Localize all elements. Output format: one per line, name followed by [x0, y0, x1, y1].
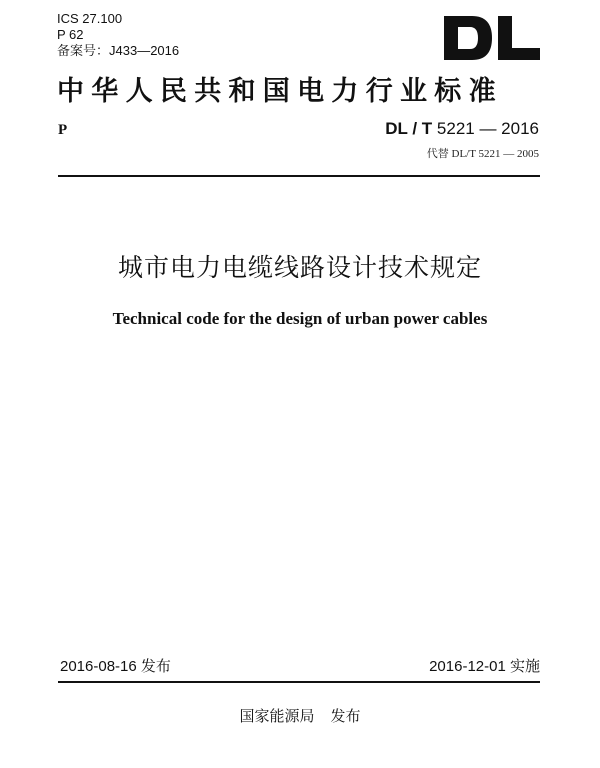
dl-logo — [442, 14, 542, 62]
implementation-date: 2016-12-01 实施 — [429, 658, 540, 675]
classification-code: P 62 — [57, 27, 84, 42]
issue-date: 2016-08-16 发布 — [60, 658, 171, 675]
standard-year-number: 5221 — 2016 — [436, 119, 539, 138]
bottom-divider — [58, 681, 540, 683]
publisher-action: 发布 — [330, 707, 361, 725]
replaces-standard: 代替 DL/T 5221 — 2005 — [426, 148, 539, 160]
publisher-name: 国家能源局 — [239, 707, 315, 725]
issuing-authority-title: 中华人民共和国电力行业标准 — [57, 76, 503, 107]
standard-number — [385, 119, 539, 139]
record-number: 备案号：J433—2016 — [57, 43, 180, 58]
document-title-chinese: 城市电力电缆线路设计技术规定 — [117, 253, 482, 282]
publisher — [0, 705, 600, 726]
category-letter: P — [58, 122, 68, 138]
document-title-english: Technical code for the design of urban power cables — [112, 309, 488, 328]
top-divider — [58, 175, 540, 177]
ics-code: ICS 27.100 — [57, 11, 123, 26]
standard-code: DL / T — [385, 119, 433, 138]
